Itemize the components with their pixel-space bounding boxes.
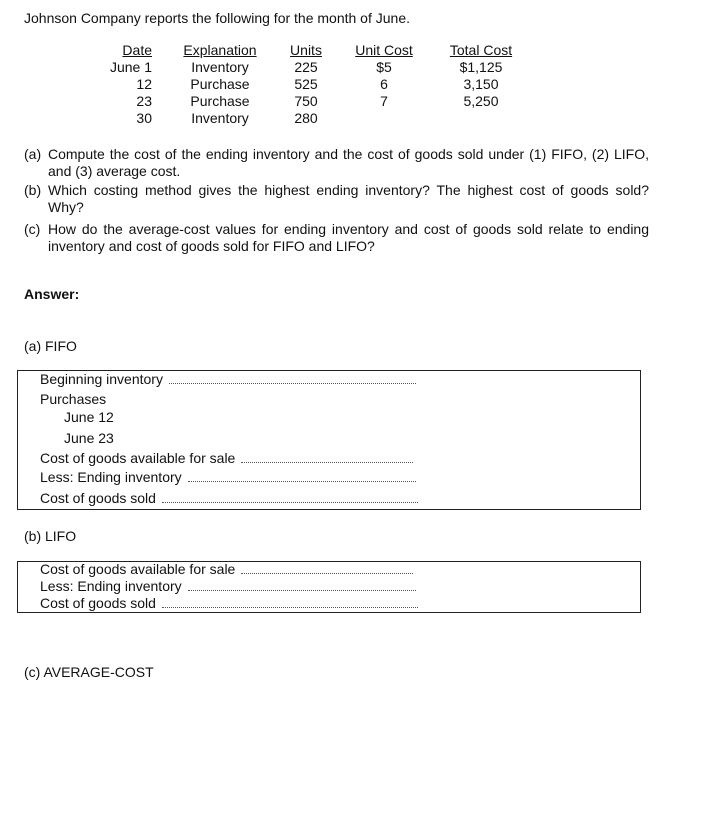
cell-date: 12: [136, 76, 152, 92]
question-c: [24, 221, 649, 255]
answer-blank[interactable]: [241, 561, 413, 574]
header-unit-cost: Unit Cost: [355, 42, 413, 58]
header-explanation: Explanation: [183, 42, 257, 58]
cell-units: 525: [294, 76, 318, 92]
lifo-heading: (b) LIFO: [24, 528, 77, 544]
transactions-table: [96, 42, 524, 127]
fifo-ending-row: [40, 469, 416, 486]
row-label: Purchases: [40, 391, 107, 407]
cell-unit-cost: 7: [380, 93, 388, 109]
cell-date: 23: [136, 93, 152, 109]
question-label: (c): [24, 221, 41, 237]
cell-total-cost: $1,125: [459, 59, 503, 75]
cell-unit-cost: [330, 110, 438, 127]
fifo-june23-row: [64, 430, 114, 447]
lifo-cogas-row: [40, 561, 413, 578]
fifo-beginning-row: [40, 371, 416, 388]
cell-total-cost: 5,250: [463, 93, 499, 109]
header-date: Date: [122, 42, 152, 58]
row-label: Cost of goods sold: [40, 490, 156, 506]
cell-explanation: Inventory: [191, 59, 249, 75]
header-units: Units: [290, 42, 322, 58]
row-label: Beginning inventory: [40, 371, 163, 387]
answer-blank[interactable]: [169, 371, 416, 384]
fifo-purchases-row: [40, 391, 106, 408]
table-row: [96, 59, 524, 76]
cell-explanation: Purchase: [190, 76, 250, 92]
question-text: Which costing method gives the highest ending inventory? The highest cost of goods sold? Why?: [48, 182, 649, 215]
answer-blank[interactable]: [162, 490, 418, 503]
table-row: [96, 110, 524, 127]
fifo-cogs-row: [40, 490, 418, 507]
lifo-cogs-row: [40, 595, 418, 612]
row-label: June 12: [64, 409, 114, 425]
row-label: Cost of goods sold: [40, 595, 156, 611]
average-cost-heading: (c) AVERAGE-COST: [24, 664, 154, 680]
cell-units: 280: [294, 110, 318, 126]
cell-date: June 1: [109, 59, 152, 75]
question-text: How do the average-cost values for ending inventory and cost of goods sold relate to ending inventory and cost of goods sold for FIFO and LIFO?: [48, 221, 649, 254]
question-text: Compute the cost of the ending inventory and the cost of goods sold under (1) FIFO, (2) LIFO, and (3) average cost.: [48, 146, 649, 179]
fifo-june12-row: [64, 409, 114, 426]
cell-unit-cost: $5: [376, 59, 392, 75]
fifo-heading: (a) FIFO: [24, 338, 77, 354]
cell-date: 30: [136, 110, 152, 126]
question-b: [24, 182, 649, 216]
row-label: June 23: [64, 430, 114, 446]
answer-blank[interactable]: [188, 578, 416, 591]
table-row: [96, 76, 524, 93]
answer-blank[interactable]: [188, 469, 416, 482]
cell-units: 225: [294, 59, 318, 75]
cell-total-cost: [438, 110, 524, 127]
fifo-answer-box: [17, 370, 641, 510]
question-label: (b): [24, 182, 42, 198]
table-row: [96, 93, 524, 110]
row-label: Cost of goods available for sale: [40, 561, 236, 577]
question-a: [24, 146, 649, 180]
row-label: Less: Ending inventory: [40, 469, 182, 485]
question-label: (a): [24, 146, 42, 162]
cell-unit-cost: 6: [380, 76, 388, 92]
answer-blank[interactable]: [162, 595, 418, 608]
intro-text: Johnson Company reports the following for the month of June.: [24, 10, 410, 26]
header-total-cost: Total Cost: [449, 42, 513, 58]
cell-explanation: Purchase: [190, 93, 250, 109]
lifo-ending-row: [40, 578, 416, 595]
fifo-cogas-row: [40, 450, 413, 467]
table-header-row: [96, 42, 524, 59]
cell-explanation: Inventory: [191, 110, 249, 126]
answer-label: Answer:: [24, 286, 80, 302]
row-label: Less: Ending inventory: [40, 578, 182, 594]
row-label: Cost of goods available for sale: [40, 450, 236, 466]
cell-total-cost: 3,150: [463, 76, 499, 92]
lifo-answer-box: [17, 561, 641, 613]
answer-blank[interactable]: [241, 450, 413, 463]
cell-units: 750: [294, 93, 318, 109]
